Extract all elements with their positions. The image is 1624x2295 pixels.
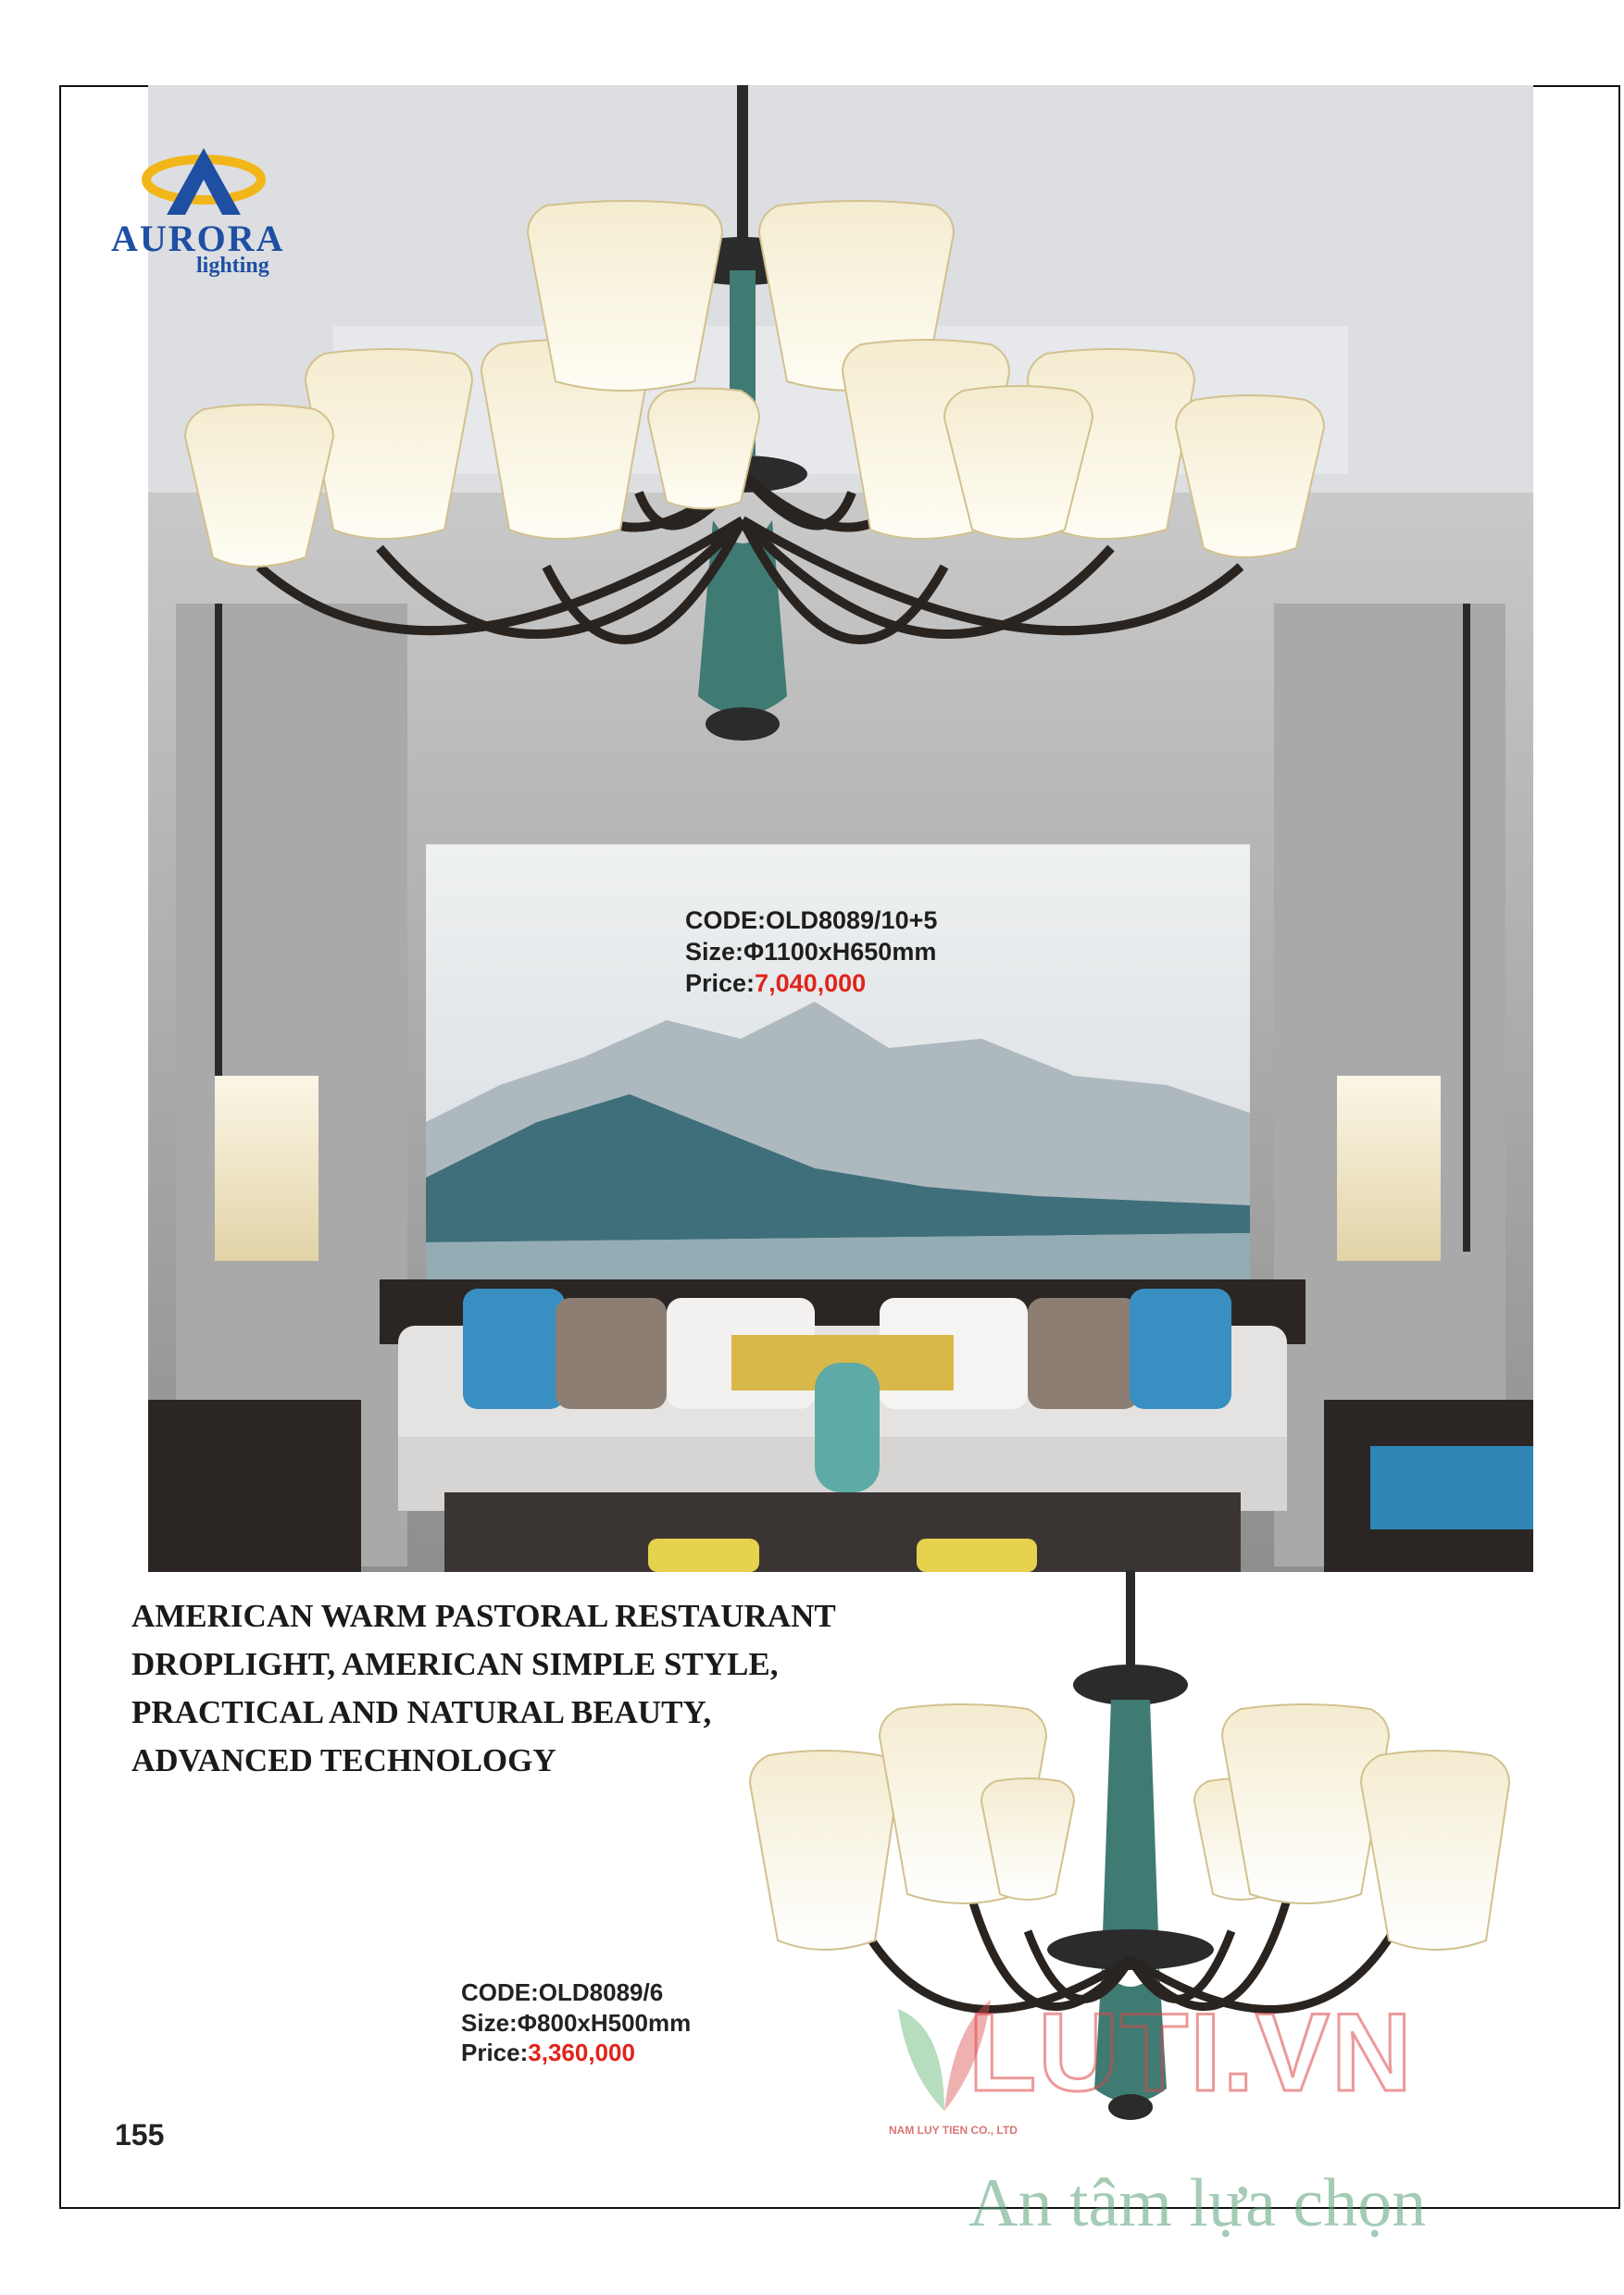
watermark-company: NAM LUY TIEN CO., LTD xyxy=(889,2124,1018,2137)
hero-illustration xyxy=(148,85,1533,1572)
spec-small-price-value: 3,360,000 xyxy=(528,2039,635,2066)
spec-main-code: CODE:OLD8089/10+5 xyxy=(685,906,938,934)
headline-line-2: DROPLIGHT, AMERICAN SIMPLE STYLE, xyxy=(131,1646,779,1682)
spec-small xyxy=(461,1977,691,2068)
spec-small-price-label: Price: xyxy=(461,2039,529,2066)
watermark-brand: LUTI.VN xyxy=(968,1990,1414,2114)
spec-main xyxy=(685,905,937,999)
hero-photo xyxy=(148,85,1533,1572)
spec-main-price-label: Price: xyxy=(685,968,756,997)
headline-line-3: PRACTICAL AND NATURAL BEAUTY, xyxy=(131,1694,712,1730)
headline-line-4: ADVANCED TECHNOLOGY xyxy=(131,1742,556,1778)
aurora-logo-icon xyxy=(111,139,296,217)
spec-main-price xyxy=(685,968,937,1000)
spec-main-price-value: 7,040,000 xyxy=(755,968,867,997)
spec-small-code: CODE:OLD8089/6 xyxy=(461,1978,664,2006)
spec-main-size: Size:Φ1100xH650mm xyxy=(685,937,937,966)
spec-small-price xyxy=(461,2038,691,2068)
headline-line-1: AMERICAN WARM PASTORAL RESTAURANT xyxy=(131,1598,836,1634)
aurora-logo xyxy=(111,139,296,287)
spec-small-size: Size:Φ800xH500mm xyxy=(461,2008,692,2037)
page-number: 155 xyxy=(115,2118,165,2152)
logo-subtitle: lighting xyxy=(196,254,269,278)
watermark-slogan: An tâm lựa chọn xyxy=(968,2165,1427,2241)
logo-wordmark: AURORA xyxy=(111,218,285,259)
